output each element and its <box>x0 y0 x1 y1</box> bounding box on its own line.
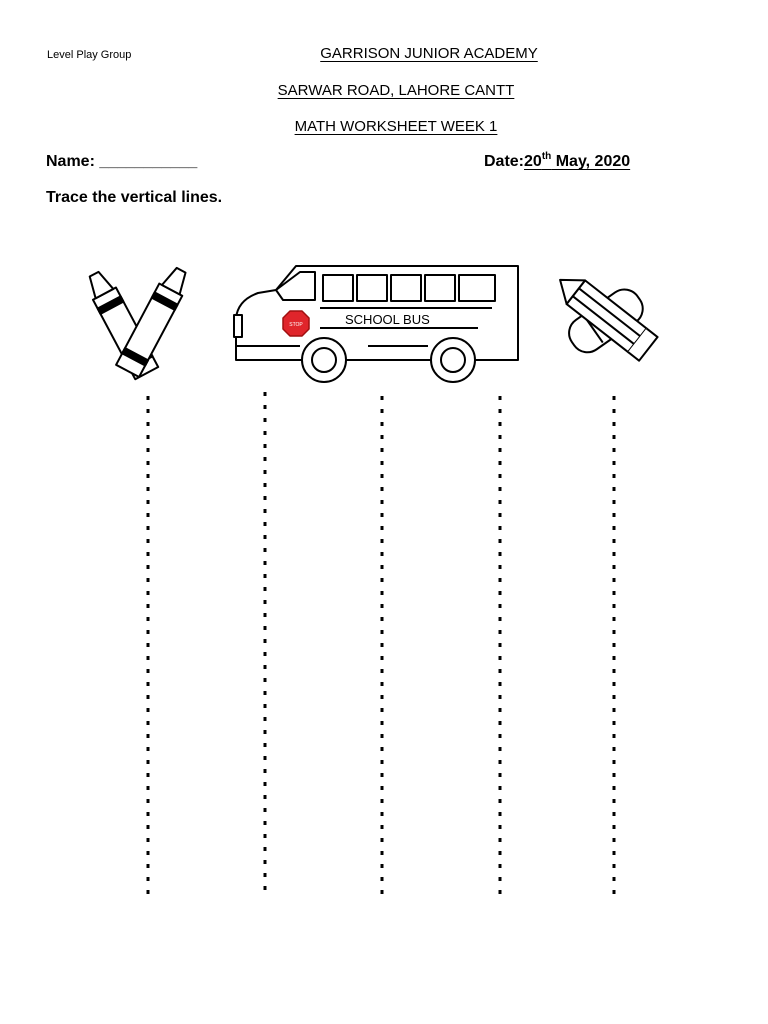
date-rest: May, 2020 <box>551 153 631 170</box>
name-label: Name: <box>46 153 95 170</box>
pencil-eraser-icon <box>551 268 658 361</box>
school-name: GARRISON JUNIOR ACADEMY <box>320 45 538 62</box>
tracing-lines <box>148 392 614 896</box>
name-blank: ___________ <box>99 153 198 170</box>
date-label: Date: <box>484 153 525 170</box>
worksheet-title: MATH WORKSHEET WEEK 1 <box>294 118 498 135</box>
level-label: Level Play Group <box>47 49 132 61</box>
school-bus-icon <box>234 266 518 382</box>
date-suffix: th <box>541 151 552 162</box>
crayons-icon <box>83 264 193 379</box>
stop-sign-text: STOP <box>289 322 303 328</box>
instruction-text: Trace the vertical lines. <box>46 189 223 206</box>
date-day: 20 <box>524 153 542 170</box>
school-address: SARWAR ROAD, LAHORE CANTT <box>277 82 515 99</box>
bus-label: SCHOOL BUS <box>345 312 430 327</box>
